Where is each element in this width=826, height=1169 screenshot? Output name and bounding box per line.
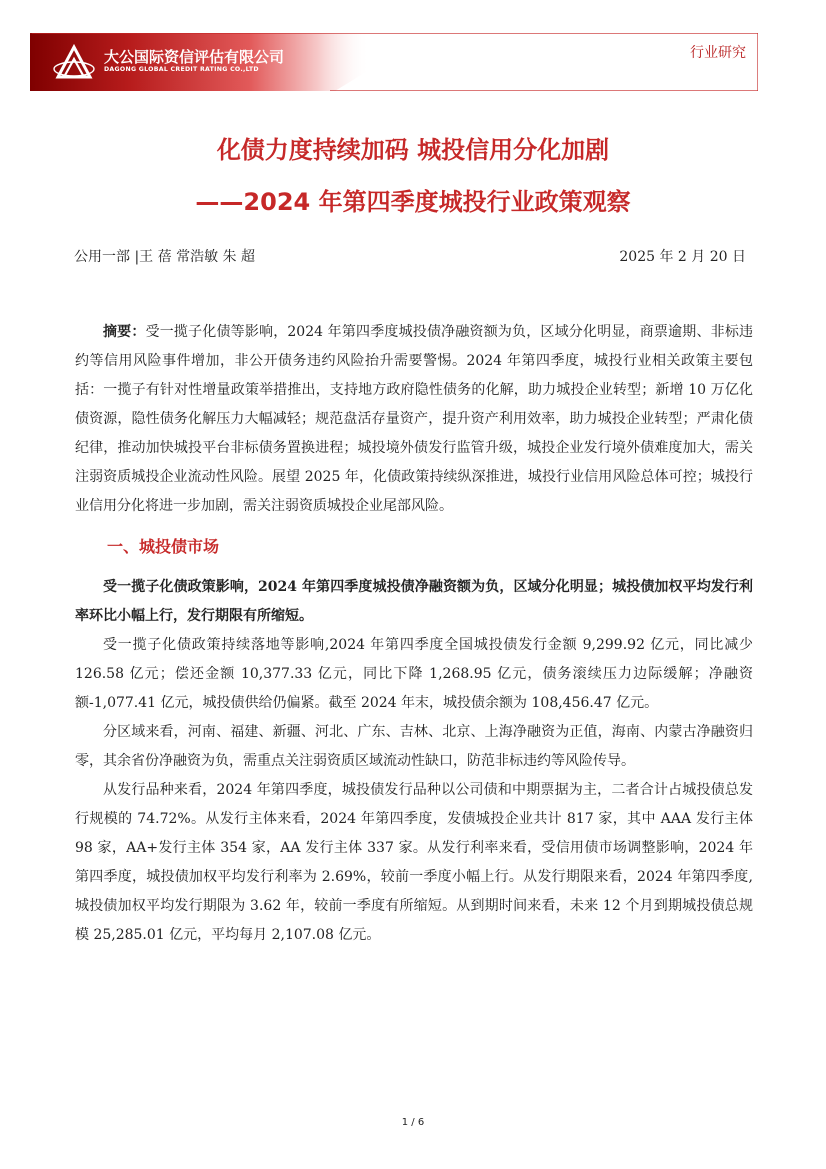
body-paragraph: 从发行品种来看，2024 年第四季度，城投债发行品种以公司债和中期票据为主，二者合计占城投债总发行规模的 74.72%。从发行主体来看，2024 年第四季度，发债城投企业共计 817 家，其中 AAA 发行主体 98 家，AA+发行主体 354 家，AA 发行主体 337 家。从发行利率来看，受信用债市场调整影响，2024 年第四季度，城投债加权平均发行利率为 2.69%，较前一季度小幅上行。从发行期限来看，2024 年第四季度,城投债加权平均发行期限为 3.62 年，较前一季度有所缩短。从到期时间来看，未来 12 个月到期城投债总规模 25,285.01 亿元，平均每月 2,107.08 亿元。 [75, 782, 753, 943]
report-type-tag: 行业研究 [690, 45, 746, 61]
report-subtitle: ——2024 年第四季度城投行业政策观察 [195, 188, 631, 216]
abstract-label: 摘要： [103, 324, 146, 340]
abstract-text: 受一揽子化债等影响，2024 年第四季度城投债净融资额为负，区域分化明显，商票逾期、非标违约等信用风险事件增加，非公开债务违约风险抬升需要警惕。2024 年第四季度，城投行业相关政策主要包括：一揽子有针对性增量政策举措推出，支持地方政府隐性债务的化解，助力城投企业转型；新增 10 万亿化债资源，隐性债务化解压力大幅减轻；规范盘活存量资产，提升资产利用效率，助力城投企业转型；严肃化债纪律，推动加快城投平台非标债务置换进程；城投境外债发行监管升级，城投企业发行境外债难度加大，需关注弱资质城投企业流动性风险。展望 2025 年，化债政策持续纵深推进，城投行业信用风险总体可控；城投行业信用分化将进一步加剧，需关注弱资质城投企业尾部风险。 [75, 324, 754, 514]
company-name-en: DAGONG GLOBAL CREDIT RATING CO.,LTD [104, 66, 259, 73]
page-number: 1 / 6 [401, 1117, 425, 1128]
company-name-cn: 大公国际资信评估有限公司 [104, 48, 285, 66]
report-title: 化债力度持续加码 城投信用分化加剧 [216, 136, 610, 164]
section-heading: 一、城投债市场 [107, 537, 220, 556]
body-paragraph: 受一揽子化债政策持续落地等影响,2024 年第四季度全国城投债发行金额 9,299.92 亿元，同比减少 126.58 亿元；偿还金额 10,377.33 亿元，同比下降 1,268.95 亿元，债务滚续压力边际缓解；净融资额-1,077.41 亿元，城投债供给仍偏紧。截至 2024 年末，城投债余额为 108,456.47 亿元。 [75, 637, 753, 711]
section-lead: 受一揽子化债政策影响，2024 年第四季度城投债净融资额为负，区域分化明显；城投债加权平均发行利率环比小幅上行，发行期限有所缩短。 [75, 579, 753, 624]
publish-date: 2025 年 2 月 20 日 [619, 249, 746, 265]
body-paragraph: 分区域来看，河南、福建、新疆、河北、广东、吉林、北京、上海净融资为正值，海南、内蒙古净融资归零，其余省份净融资为负，需重点关注弱资质区域流动性缺口，防范非标违约等风险传导。 [75, 724, 753, 769]
abstract-paragraph [75, 318, 753, 521]
report-body [75, 318, 753, 950]
authors: 公用一部 |王 蓓 常浩敏 朱 超 [74, 249, 255, 265]
